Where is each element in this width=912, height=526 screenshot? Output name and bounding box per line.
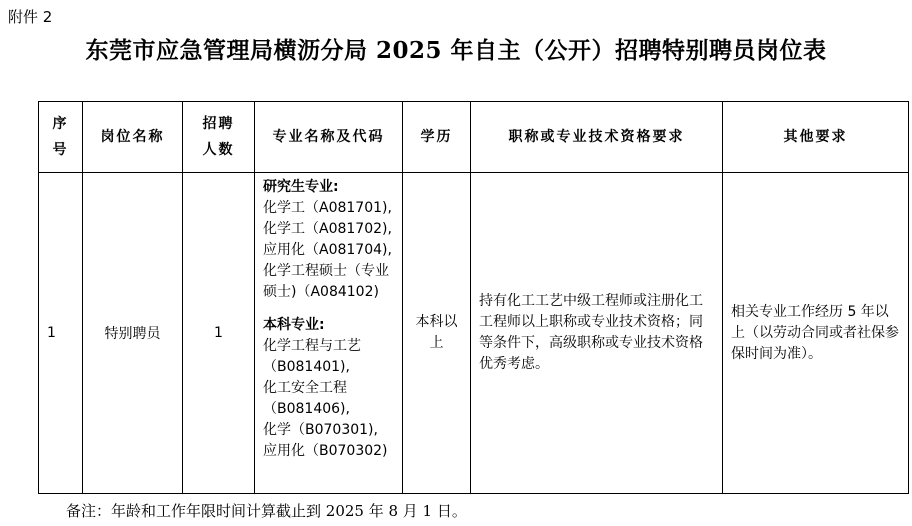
graduate-major-item: 化学工（A081701), [263,200,392,216]
header-other: 其他要求 [723,102,909,173]
cell-education: 本科以上 [403,173,471,494]
cell-seq: 1 [39,173,83,494]
footnote: 备注：年龄和工作年限时间计算截止到 2025 年 8 月 1 日。 [66,502,467,520]
cell-position: 特别聘员 [83,173,183,494]
header-qualification: 职称或专业技术资格要求 [471,102,723,173]
cell-qualification: 持有化工工艺中级工程师或注册化工工程师以上职称或专业技术资格；同等条件下，高级职称或专业技术资格优秀考虑。 [471,173,723,494]
undergrad-major-item: 化学工程与工艺（B081401), [263,338,361,375]
page-title: 东莞市应急管理局横沥分局 2025 年自主（公开）招聘特别聘员岗位表 [85,37,827,64]
header-education: 学历 [403,102,471,173]
graduate-major-item: 化学工程硕士（专业硕士)（A084102) [263,263,389,300]
positions-table [38,101,909,494]
graduate-major-item: 应用化（A081704), [263,242,392,258]
graduate-major-label: 研究生专业: [263,179,339,195]
undergrad-major-item: 化学（B070301), [263,422,378,438]
table-header-row [39,102,909,173]
undergrad-major-item: 应用化（B070302) [263,443,388,459]
cell-major [255,173,403,494]
undergrad-major-label: 本科专业: [263,317,325,333]
header-position: 岗位名称 [83,102,183,173]
header-major: 专业名称及代码 [255,102,403,173]
header-count: 招聘人数 [183,102,255,173]
spacer [263,303,396,315]
cell-count: 1 [183,173,255,494]
table-row [39,173,909,494]
cell-other: 相关专业工作经历 5 年以上（以劳动合同或者社保参保时间为准）。 [723,173,909,494]
attachment-label: 附件 2 [8,8,53,26]
undergrad-major-item: 化工安全工程（B081406), [263,380,350,417]
graduate-major-item: 化学工（A081702), [263,221,392,237]
header-seq: 序号 [39,102,83,173]
